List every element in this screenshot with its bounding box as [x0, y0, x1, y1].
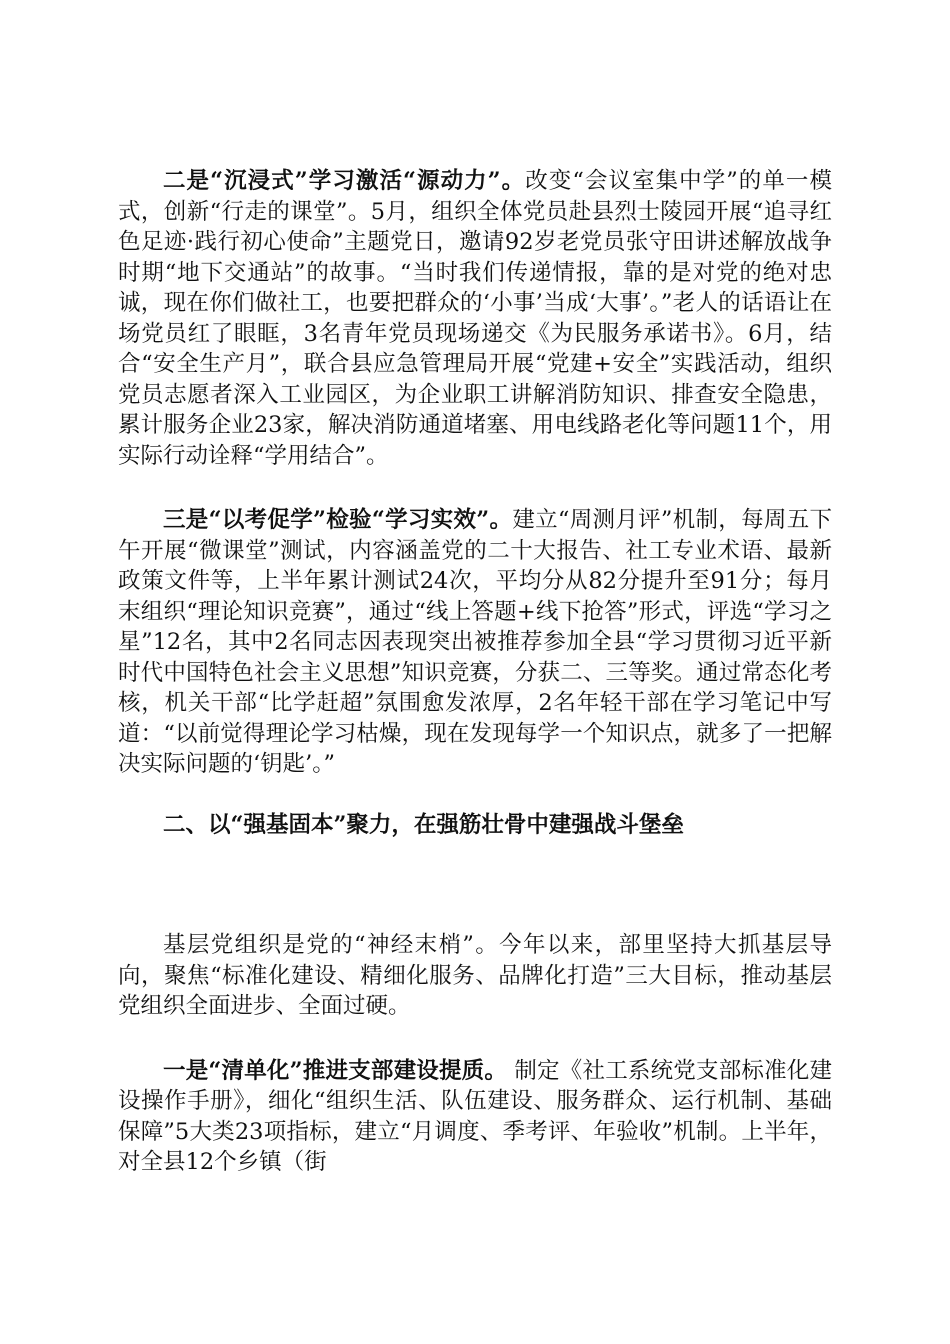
paragraph-lead: 一是“清单化”推进支部建设提质。 [163, 1057, 508, 1084]
paragraph-lead: 三是“以考促学”检验“学习实效”。 [163, 507, 513, 533]
paragraph-immersive-learning [118, 166, 832, 471]
paragraph-body: 制定《社工系统党支部标准化建设操作手册》，细化“组织生活、队伍建设、服务群众、运行机制、基础保障”5大类23项指标，建立“月调度、季考评、年验收”机制。上半年，对全县12个乡镇（街 [118, 1057, 832, 1175]
paragraph-body: 改变“会议室集中学”的单一模式，创新“行走的课堂”。5月，组织全体党员赴县烈士陵园开展“追寻红色足迹·践行初心使命”主题党日，邀请92岁老党员张守田讲述解放战争时期“地下交通站”的故事。“当时我们传递情报，靠的是对党的绝对忠诚，现在你们做社工，也要把群众的‘小事’当成‘大事’。”老人的话语让在场党员红了眼眶，3名青年党员现场递交《为民服务承诺书》。6月，结合“安全生产月”，联合县应急管理局开展“党建+安全”实践活动，组织党员志愿者深入工业园区，为企业职工讲解消防知识、排查安全隐患，累计服务企业23家，解决消防通道堵塞、用电线路老化等问题11个，用实际行动诠释“学用结合”。 [118, 168, 832, 469]
paragraph-body: 基层党组织是党的“神经末梢”。今年以来，部里坚持大抓基层导向，聚焦“标准化建设、精细化服务、品牌化打造”三大目标，推动基层党组织全面进步、全面过硬。 [118, 932, 832, 1019]
paragraph-body: 建立“周测月评”机制，每周五下午开展“微课堂”测试，内容涵盖党的二十大报告、社工专业术语、最新政策文件等，上半年累计测试24次，平均分从82分提升至91分；每月末组织“理论知识竞赛”，通过“线上答题+线下抢答”形式，评选“学习之星”12名，其中2名同志因表现突出被推荐参加全县“学习贯彻习近平新时代中国特色社会主义思想”知识竞赛，分获二、三等奖。通过常态化考核，机关干部“比学赶超”氛围愈发浓厚，2名年轻干部在学习笔记中写道：“以前觉得理论学习枯燥，现在发现每学一个知识点，就多了一把解决实际问题的‘钥匙’。” [118, 507, 832, 777]
paragraph-branch-construction [118, 1056, 832, 1178]
paragraph-exam-learning [118, 505, 832, 780]
paragraph-grassroots-intro [118, 930, 832, 1022]
paragraph-lead: 二是“沉浸式”学习激活“源动力”。 [163, 168, 526, 194]
section-heading: 二、以“强基固本”聚力，在强筋壮骨中建强战斗堡垒 [163, 811, 684, 838]
